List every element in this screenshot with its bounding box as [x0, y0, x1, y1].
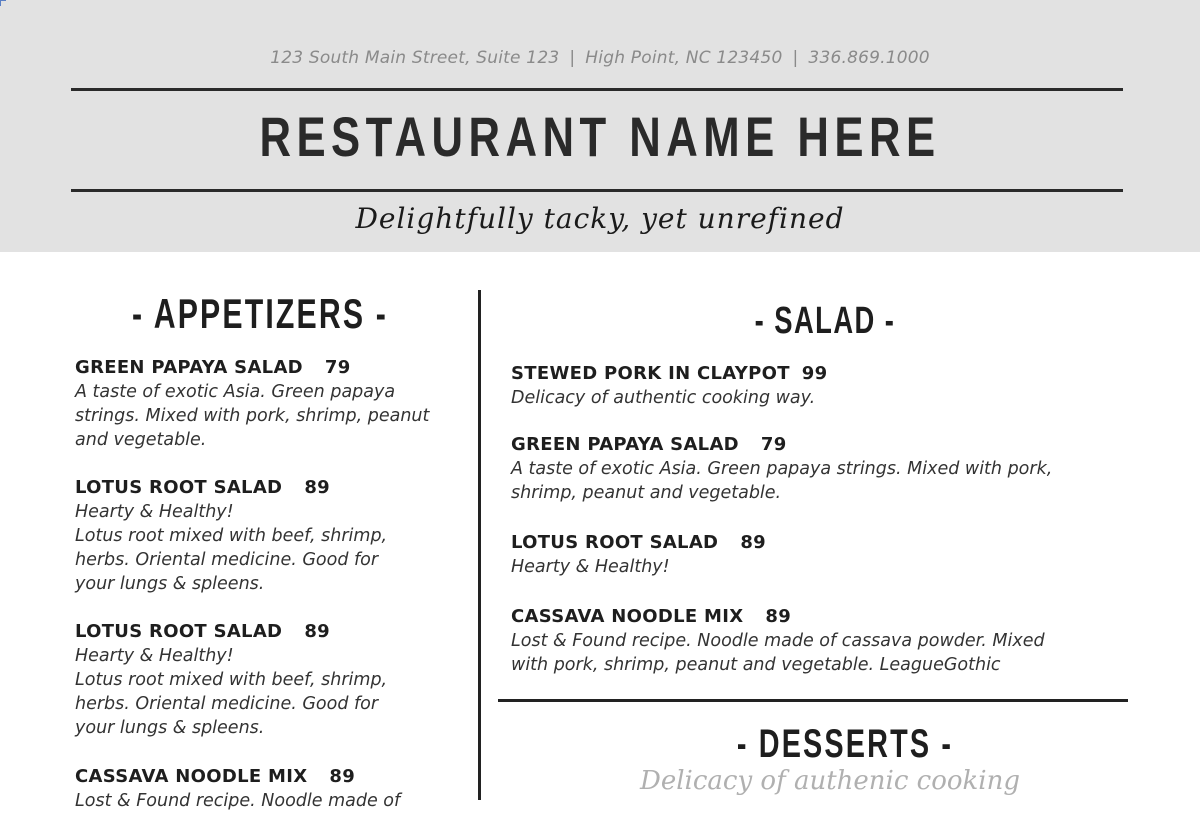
header-band	[0, 0, 1200, 252]
item-description: shrimp, peanut and vegetable.	[511, 483, 782, 503]
menu-item	[75, 476, 475, 596]
item-description: A taste of exotic Asia. Green papaya strings. Mixed with pork,	[511, 459, 1053, 479]
column-divider	[478, 290, 481, 800]
address-separator: |	[792, 48, 799, 68]
item-name-line	[75, 620, 475, 644]
item-description: Lost & Found recipe. Noodle made of	[75, 791, 401, 811]
item-name-line	[75, 356, 475, 380]
menu-item	[511, 362, 1121, 410]
menu-item	[75, 620, 475, 740]
item-description: herbs. Oriental medicine. Good for	[75, 694, 379, 714]
item-name-line	[511, 433, 1121, 457]
header-top-rule	[71, 88, 1123, 91]
item-price: 89	[740, 532, 766, 553]
menu-item	[511, 531, 1121, 579]
item-name: CASSAVA NOODLE MIX	[511, 606, 744, 627]
corner-crop-mark	[0, 0, 6, 6]
item-name-line	[75, 765, 475, 789]
desserts-title: - DESSERTS -	[736, 722, 954, 766]
item-description: A taste of exotic Asia. Green papaya	[75, 382, 396, 402]
item-price: 89	[329, 766, 356, 787]
header-bottom-rule	[71, 189, 1123, 192]
address-line	[0, 48, 1200, 68]
salad-title: - SALAD -	[754, 300, 896, 342]
menu-item	[511, 433, 1121, 505]
item-description: Lotus root mixed with beef, shrimp,	[75, 526, 388, 546]
menu-item	[75, 765, 475, 813]
appetizers-title: - APPETIZERS -	[132, 290, 388, 337]
item-price: 79	[760, 434, 787, 455]
item-description: Delicacy of authentic cooking way.	[511, 388, 816, 408]
item-name: LOTUS ROOT SALAD	[511, 532, 719, 553]
address-city: High Point, NC 123450	[585, 48, 783, 68]
item-name: LOTUS ROOT SALAD	[75, 477, 283, 498]
item-name: GREEN PAPAYA SALAD	[75, 357, 303, 378]
item-description: herbs. Oriental medicine. Good for	[75, 550, 379, 570]
item-price: 99	[801, 363, 828, 384]
item-description: with pork, shrimp, peanut and vegetable. LeagueGothic	[511, 655, 1001, 675]
item-description: Hearty & Healthy!	[511, 557, 670, 577]
item-name-line	[511, 605, 1121, 629]
section-divider	[498, 699, 1128, 702]
item-name-line	[511, 531, 1121, 555]
item-description: your lungs & spleens.	[75, 574, 265, 594]
item-name-line	[75, 476, 475, 500]
item-description: Lost & Found recipe. Noodle made of cassava powder. Mixed	[511, 631, 1045, 651]
item-price: 79	[324, 357, 351, 378]
item-name: GREEN PAPAYA SALAD	[511, 434, 739, 455]
restaurant-name: RESTAURANT NAME HERE	[259, 105, 941, 168]
tagline: Delightfully tacky, yet unrefined	[355, 202, 845, 235]
item-description: strings. Mixed with pork, shrimp, peanut	[75, 406, 430, 426]
address-separator: |	[569, 48, 576, 68]
menu-item	[75, 356, 475, 452]
item-description: and vegetable.	[75, 430, 207, 450]
item-description: Lotus root mixed with beef, shrimp,	[75, 670, 388, 690]
item-price: 89	[304, 621, 330, 642]
item-price: 89	[765, 606, 792, 627]
item-description: your lungs & spleens.	[75, 718, 265, 738]
desserts-subtitle: Delicacy of authenic cooking	[639, 766, 1021, 796]
item-description: Hearty & Healthy!	[75, 502, 234, 522]
item-name: LOTUS ROOT SALAD	[75, 621, 283, 642]
item-name: CASSAVA NOODLE MIX	[75, 766, 308, 787]
item-name: STEWED PORK IN CLAYPOT	[511, 363, 790, 384]
menu-item	[511, 605, 1121, 677]
item-price: 89	[304, 477, 330, 498]
item-name-line	[511, 362, 1121, 386]
item-description: Hearty & Healthy!	[75, 646, 234, 666]
address-street: 123 South Main Street, Suite 123	[270, 48, 560, 68]
address-phone: 336.869.1000	[808, 48, 930, 68]
